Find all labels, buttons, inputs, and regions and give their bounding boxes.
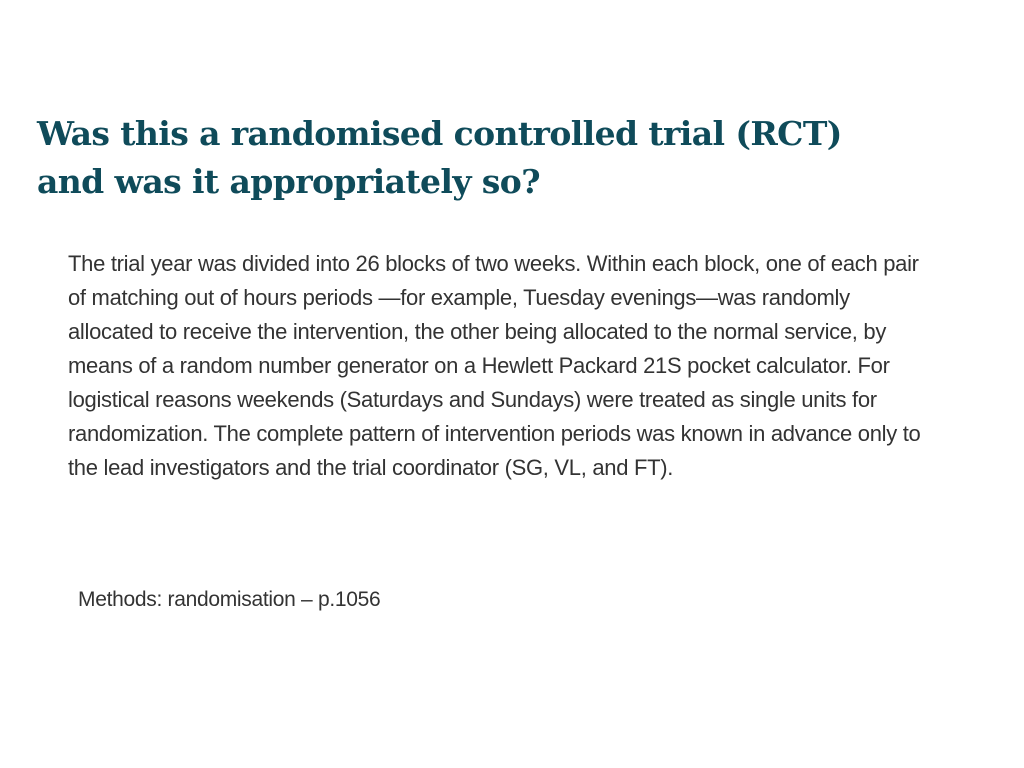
slide-title: [37, 110, 987, 206]
slide-title-line-2: and was it appropriately so?: [37, 162, 540, 201]
source-reference: Methods: randomisation – p.1056: [78, 588, 381, 611]
quoted-body-text: The trial year was divided into 26 blocks of two weeks. Within each block, one of each pair of matching out of hours periods —for example, Tuesday evenings—was randomly allocated to receive the intervention, the other being allocated to the normal service, by means of a random number generator on a Hewlett Packard 21S pocket calculator. For logistical reasons weekends (Saturdays and Sundays) were treated as single units for randomization. The complete pattern of intervention periods was known in advance only to the lead investigators and the trial coordinator (SG, VL, and FT).: [68, 251, 921, 480]
slide-title-line-1: Was this a randomised controlled trial (RCT): [37, 114, 842, 153]
